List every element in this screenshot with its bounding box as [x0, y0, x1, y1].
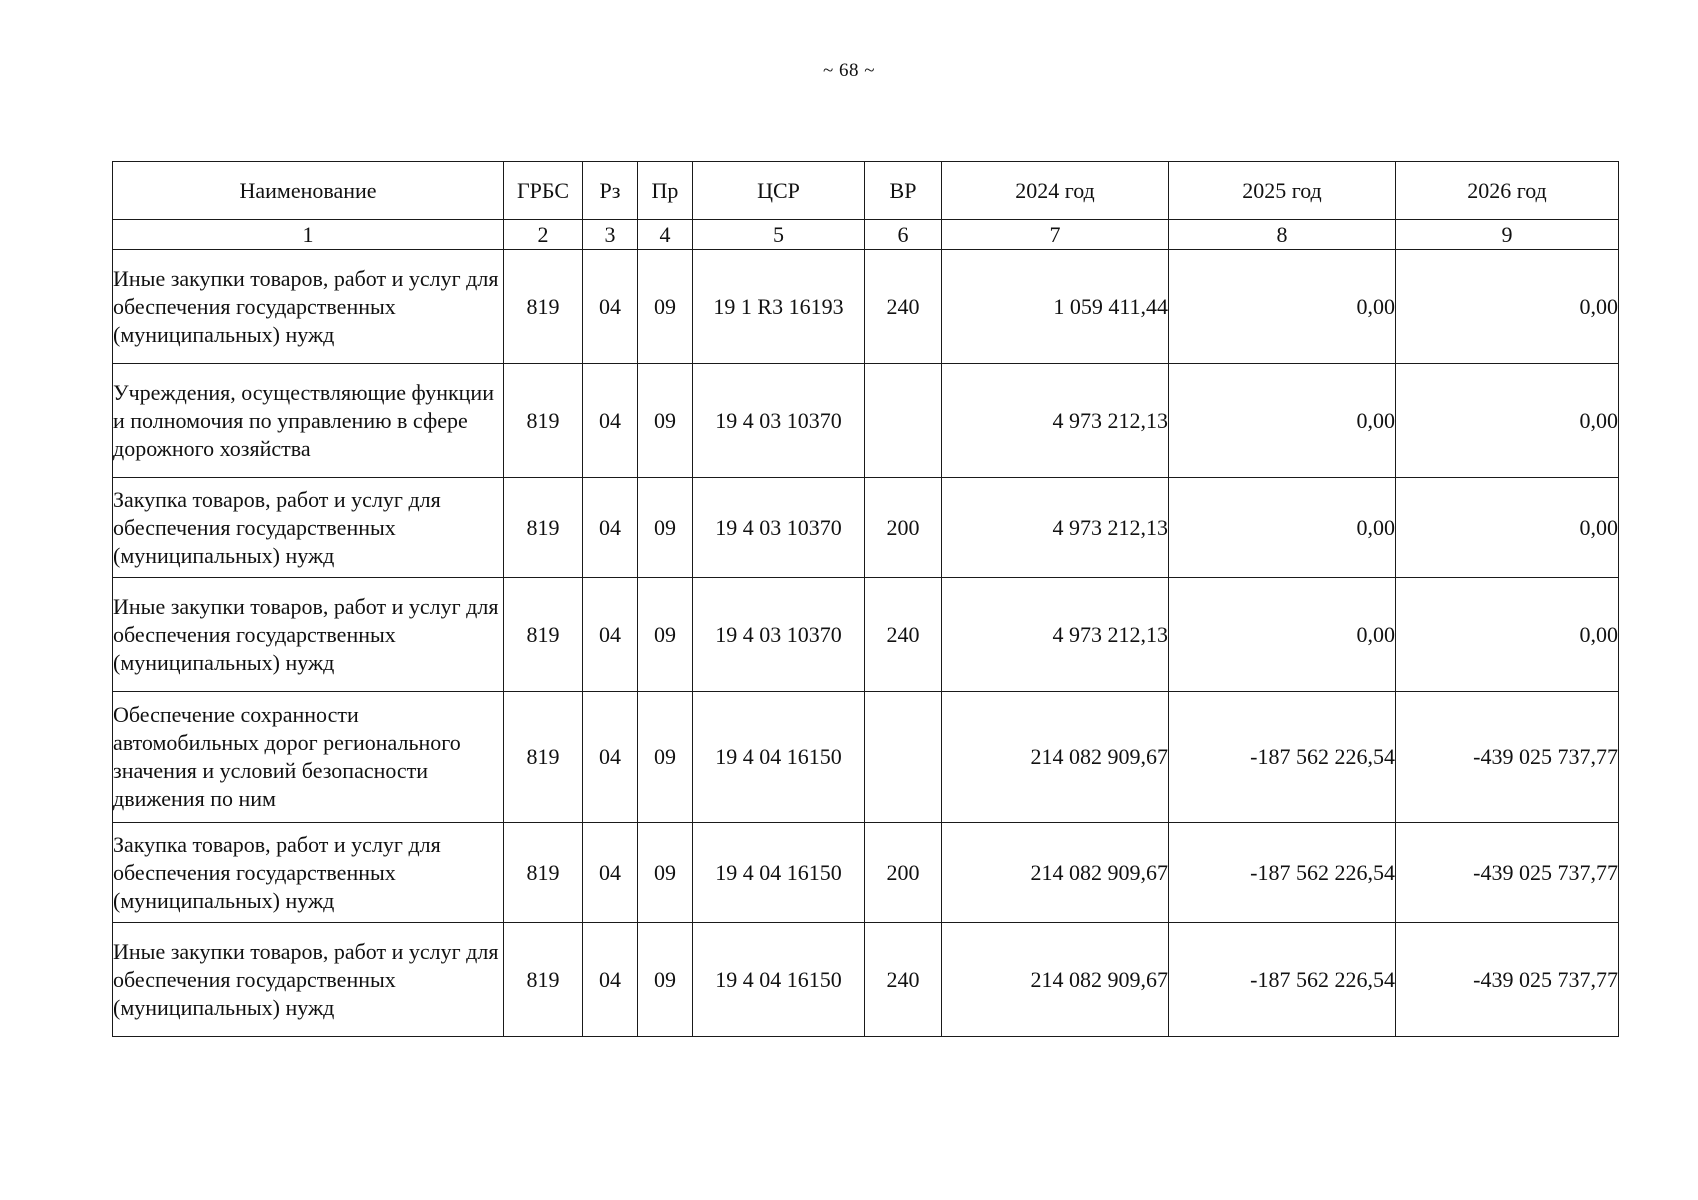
- row-2025: -187 562 226,54: [1169, 823, 1396, 923]
- row-name: Учреждения, осуществляющие функции и полномочия по управлению в сфере дорожного хозяйства: [113, 364, 504, 478]
- row-csr: 19 4 04 16150: [693, 923, 865, 1037]
- row-vr: 240: [865, 578, 942, 692]
- row-vr: [865, 364, 942, 478]
- row-2025: -187 562 226,54: [1169, 923, 1396, 1037]
- row-vr: 240: [865, 923, 942, 1037]
- header-2024: 2024 год: [942, 162, 1169, 220]
- row-pr: 09: [638, 823, 693, 923]
- table-row: [113, 364, 1619, 478]
- row-csr: 19 4 03 10370: [693, 478, 865, 578]
- row-rz: 04: [583, 823, 638, 923]
- page-number: ~ 68 ~: [822, 60, 876, 81]
- column-number: 4: [638, 220, 693, 250]
- row-rz: 04: [583, 578, 638, 692]
- column-number: 8: [1169, 220, 1396, 250]
- row-csr: 19 1 R3 16193: [693, 250, 865, 364]
- row-name: Закупка товаров, работ и услуг для обеспечения государственных (муниципальных) нужд: [113, 823, 504, 923]
- column-number: 1: [113, 220, 504, 250]
- row-name: Обеспечение сохранности автомобильных дорог регионального значения и условий безопасности движения по ним: [113, 692, 504, 823]
- header-2026: 2026 год: [1396, 162, 1619, 220]
- row-2024: 4 973 212,13: [942, 478, 1169, 578]
- table-row: [113, 578, 1619, 692]
- row-2025: -187 562 226,54: [1169, 692, 1396, 823]
- row-2024: 214 082 909,67: [942, 823, 1169, 923]
- row-2025: 0,00: [1169, 250, 1396, 364]
- row-rz: 04: [583, 364, 638, 478]
- table-row: [113, 478, 1619, 578]
- row-vr: [865, 692, 942, 823]
- row-2026: 0,00: [1396, 578, 1619, 692]
- table-row: [113, 250, 1619, 364]
- row-2024: 1 059 411,44: [942, 250, 1169, 364]
- header-csr: ЦСР: [693, 162, 865, 220]
- row-2024: 214 082 909,67: [942, 692, 1169, 823]
- row-2026: 0,00: [1396, 478, 1619, 578]
- row-2026: 0,00: [1396, 250, 1619, 364]
- row-name: Иные закупки товаров, работ и услуг для обеспечения государственных (муниципальных) нужд: [113, 250, 504, 364]
- row-rz: 04: [583, 692, 638, 823]
- header-name: Наименование: [113, 162, 504, 220]
- row-2025: 0,00: [1169, 478, 1396, 578]
- row-pr: 09: [638, 478, 693, 578]
- header-row: [113, 162, 1619, 220]
- header-pr: Пр: [638, 162, 693, 220]
- column-number: 7: [942, 220, 1169, 250]
- row-2025: 0,00: [1169, 364, 1396, 478]
- row-2024: 214 082 909,67: [942, 923, 1169, 1037]
- budget-table: [112, 161, 1619, 1037]
- row-vr: 240: [865, 250, 942, 364]
- header-vr: ВР: [865, 162, 942, 220]
- row-grbs: 819: [504, 478, 583, 578]
- row-csr: 19 4 04 16150: [693, 692, 865, 823]
- table-row: [113, 823, 1619, 923]
- row-pr: 09: [638, 692, 693, 823]
- row-vr: 200: [865, 823, 942, 923]
- row-rz: 04: [583, 250, 638, 364]
- row-2026: -439 025 737,77: [1396, 692, 1619, 823]
- row-grbs: 819: [504, 578, 583, 692]
- header-rz: Рз: [583, 162, 638, 220]
- row-grbs: 819: [504, 823, 583, 923]
- table-row: [113, 692, 1619, 823]
- row-grbs: 819: [504, 250, 583, 364]
- row-name: Закупка товаров, работ и услуг для обеспечения государственных (муниципальных) нужд: [113, 478, 504, 578]
- row-pr: 09: [638, 578, 693, 692]
- row-rz: 04: [583, 923, 638, 1037]
- row-vr: 200: [865, 478, 942, 578]
- row-grbs: 819: [504, 692, 583, 823]
- row-name: Иные закупки товаров, работ и услуг для обеспечения государственных (муниципальных) нужд: [113, 578, 504, 692]
- row-2024: 4 973 212,13: [942, 364, 1169, 478]
- row-csr: 19 4 04 16150: [693, 823, 865, 923]
- header-grbs: ГРБС: [504, 162, 583, 220]
- row-csr: 19 4 03 10370: [693, 578, 865, 692]
- row-2024: 4 973 212,13: [942, 578, 1169, 692]
- table-row: [113, 923, 1619, 1037]
- column-number-row: [113, 220, 1619, 250]
- row-grbs: 819: [504, 923, 583, 1037]
- column-number: 6: [865, 220, 942, 250]
- row-2025: 0,00: [1169, 578, 1396, 692]
- row-2026: 0,00: [1396, 364, 1619, 478]
- column-number: 5: [693, 220, 865, 250]
- row-csr: 19 4 03 10370: [693, 364, 865, 478]
- column-number: 2: [504, 220, 583, 250]
- row-pr: 09: [638, 364, 693, 478]
- column-number: 9: [1396, 220, 1619, 250]
- row-name: Иные закупки товаров, работ и услуг для обеспечения государственных (муниципальных) нужд: [113, 923, 504, 1037]
- row-2026: -439 025 737,77: [1396, 923, 1619, 1037]
- row-rz: 04: [583, 478, 638, 578]
- column-number: 3: [583, 220, 638, 250]
- row-pr: 09: [638, 250, 693, 364]
- row-2026: -439 025 737,77: [1396, 823, 1619, 923]
- row-pr: 09: [638, 923, 693, 1037]
- row-grbs: 819: [504, 364, 583, 478]
- header-2025: 2025 год: [1169, 162, 1396, 220]
